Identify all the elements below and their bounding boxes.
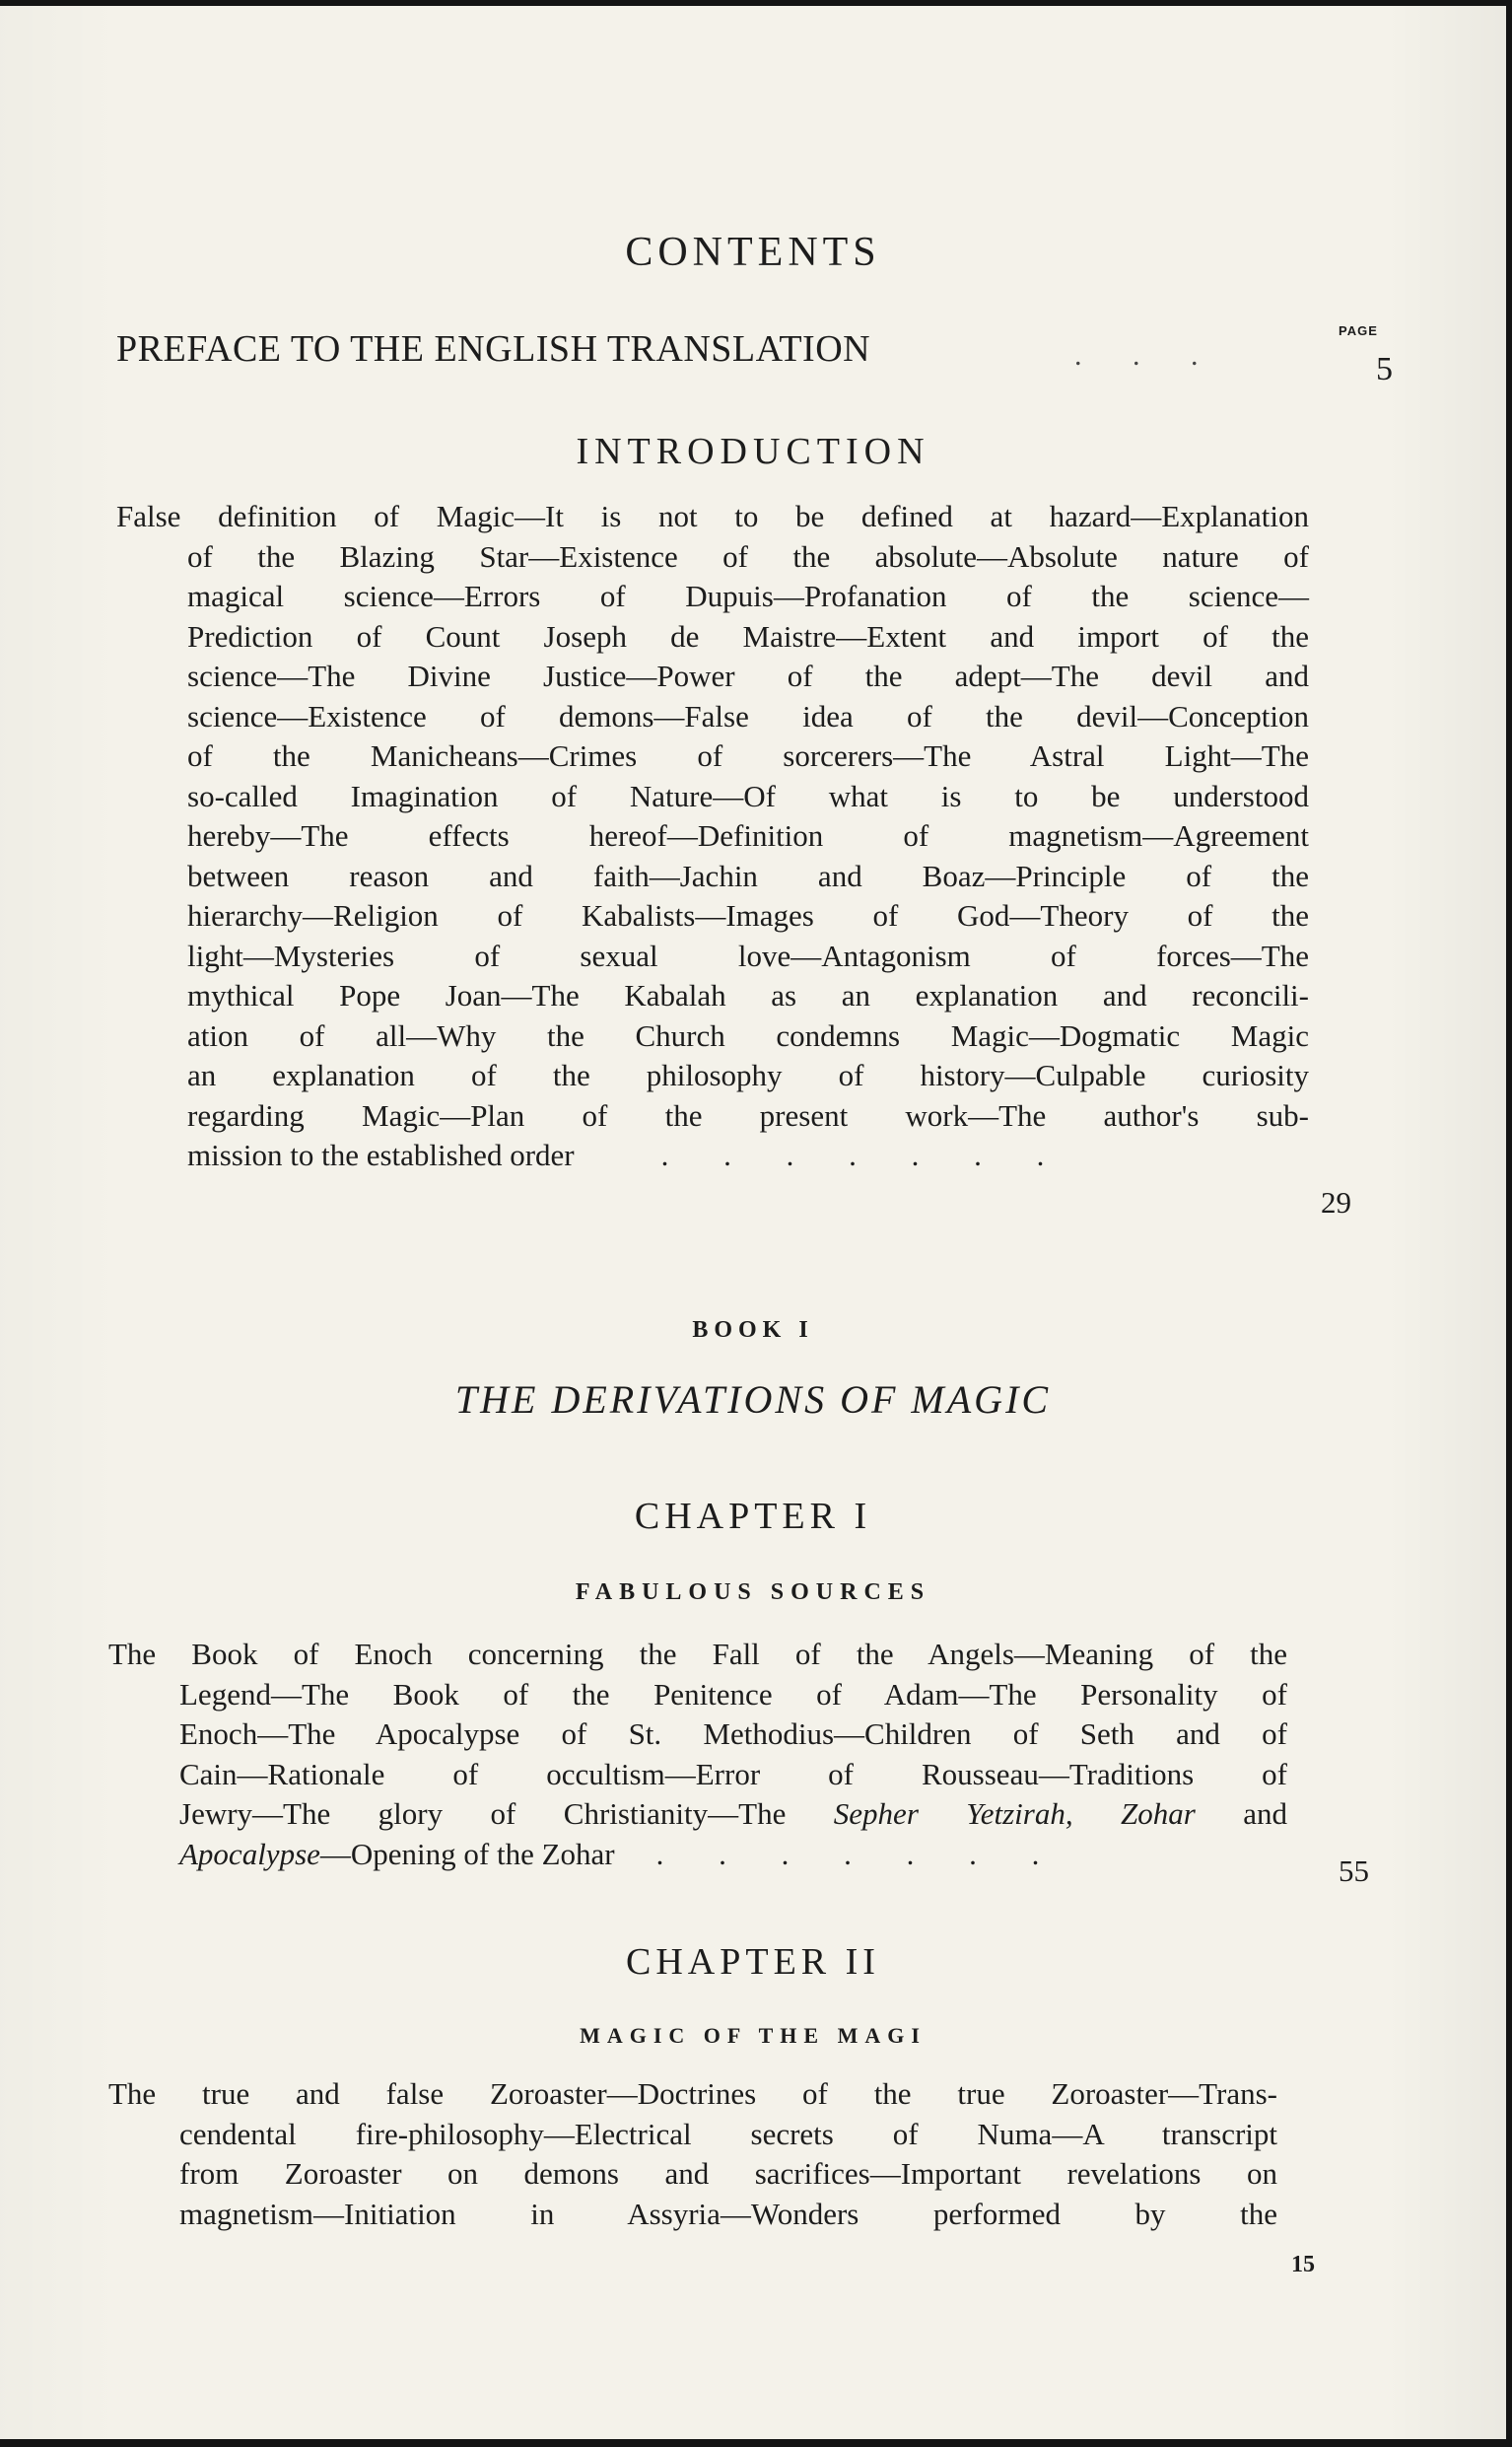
intro-line-10: between reason and faith—Jachin and Boaz—Principle of the [187, 858, 1309, 893]
preface-leader-dots: . . . [1074, 339, 1220, 372]
preface-entry: PREFACE TO THE ENGLISH TRANSLATION [116, 328, 871, 370]
chapter-2-title: CHAPTER II [626, 1941, 880, 1983]
book-page [0, 6, 1506, 2439]
contents-heading: CONTENTS [625, 230, 881, 275]
intro-line-13: mythical Pope Joan—The Kabalah as an explanation and reconcili- [187, 978, 1309, 1013]
chapter-1-title: CHAPTER I [634, 1496, 872, 1537]
chapter-1-summary [108, 1635, 1287, 1874]
ch1-leader-dots: . . . . . . . [655, 1836, 1064, 1871]
intro-line-9: hereby—The effects hereof—Definition of magnetism—Agreement [187, 818, 1309, 853]
ch2-line-2: cendental fire-philosophy—Electrical secrets of Numa—A transcript [179, 2116, 1277, 2151]
ch2-line-4: magnetism—Initiation in Assyria—Wonders performed by the [179, 2196, 1277, 2231]
introduction-page-number: 29 [1321, 1185, 1351, 1220]
ch1-line-3: Enoch—The Apocalypse of St. Methodius—Children of Seth and of [179, 1716, 1287, 1751]
chapter-1-subtitle: FABULOUS SOURCES [575, 1579, 931, 1605]
ch1-line-5-text: Jewry—The glory of Christianity—The [179, 1796, 834, 1831]
ch1-line-5-end: and [1195, 1796, 1288, 1831]
ch1-line-6-text: —Opening of the Zohar [319, 1836, 615, 1871]
intro-line-8: so-called Imagination of Nature—Of what is to be understood [187, 778, 1309, 813]
chapter-2-summary [108, 2074, 1277, 2234]
page-column-label: PAGE [1339, 323, 1378, 338]
ch1-line-1: The Book of Enoch concerning the Fall of the Angels—Meaning of the [108, 1637, 1287, 1671]
intro-line-12: light—Mysteries of sexual love—Antagonism of forces—The [187, 938, 1309, 973]
book-label: BOOK I [692, 1317, 814, 1343]
book-title: THE DERIVATIONS OF MAGIC [454, 1377, 1052, 1422]
intro-line-11: hierarchy—Religion of Kabalists—Images of God—Theory of the [187, 898, 1309, 933]
ch1-line-6-italic: Apocalypse [179, 1836, 320, 1871]
intro-line-5: science—The Divine Justice—Power of the adept—The devil and [187, 659, 1309, 693]
preface-page-number: 5 [1376, 351, 1393, 387]
intro-line-17 [187, 1136, 1309, 1176]
intro-line-14: ation of all—Why the Church condemns Magic—Dogmatic Magic [187, 1017, 1309, 1053]
chapter-1-page-number: 55 [1339, 1853, 1369, 1888]
ch1-line-5-italic: Sepher Yetzirah, Zohar [833, 1796, 1196, 1831]
intro-last-text: mission to the established order [187, 1138, 575, 1172]
intro-line-2: of the Blazing Star—Existence of the absolute—Absolute nature of [187, 538, 1309, 574]
ch2-line-1: The true and false Zoroaster—Doctrines of the true Zoroaster—Trans- [108, 2076, 1277, 2111]
intro-line-3: magical science—Errors of Dupuis—Profanation of the science— [187, 579, 1309, 613]
ch1-line-5 [179, 1794, 1287, 1835]
ch2-line-3: from Zoroaster on demons and sacrifices—Important revelations on [179, 2156, 1277, 2191]
intro-leader-dots: . . . . . . . [660, 1138, 1068, 1172]
intro-line-6: science—Existence of demons—False idea of the devil—Conception [187, 698, 1309, 734]
ch1-line-4: Cain—Rationale of occultism—Error of Rousseau—Traditions of [179, 1756, 1287, 1791]
intro-line-16: regarding Magic—Plan of the present work—The author's sub- [187, 1097, 1309, 1133]
intro-line-15: an explanation of the philosophy of history—Culpable curiosity [187, 1058, 1309, 1092]
intro-line-7: of the Manicheans—Crimes of sorcerers—The Astral Light—The [187, 738, 1309, 773]
intro-line-1: False definition of Magic—It is not to be defined at hazard—Explanation [116, 499, 1309, 533]
chapter-2-subtitle: MAGIC OF THE MAGI [580, 2023, 927, 2048]
ch1-line-2: Legend—The Book of the Penitence of Adam—The Personality of [179, 1676, 1287, 1712]
introduction-heading: INTRODUCTION [576, 431, 930, 472]
intro-line-4: Prediction of Count Joseph de Maistre—Extent and import of the [187, 618, 1309, 654]
folio-page-number: 15 [1291, 2252, 1315, 2277]
ch1-line-6 [179, 1835, 1287, 1875]
introduction-summary [116, 497, 1309, 1176]
